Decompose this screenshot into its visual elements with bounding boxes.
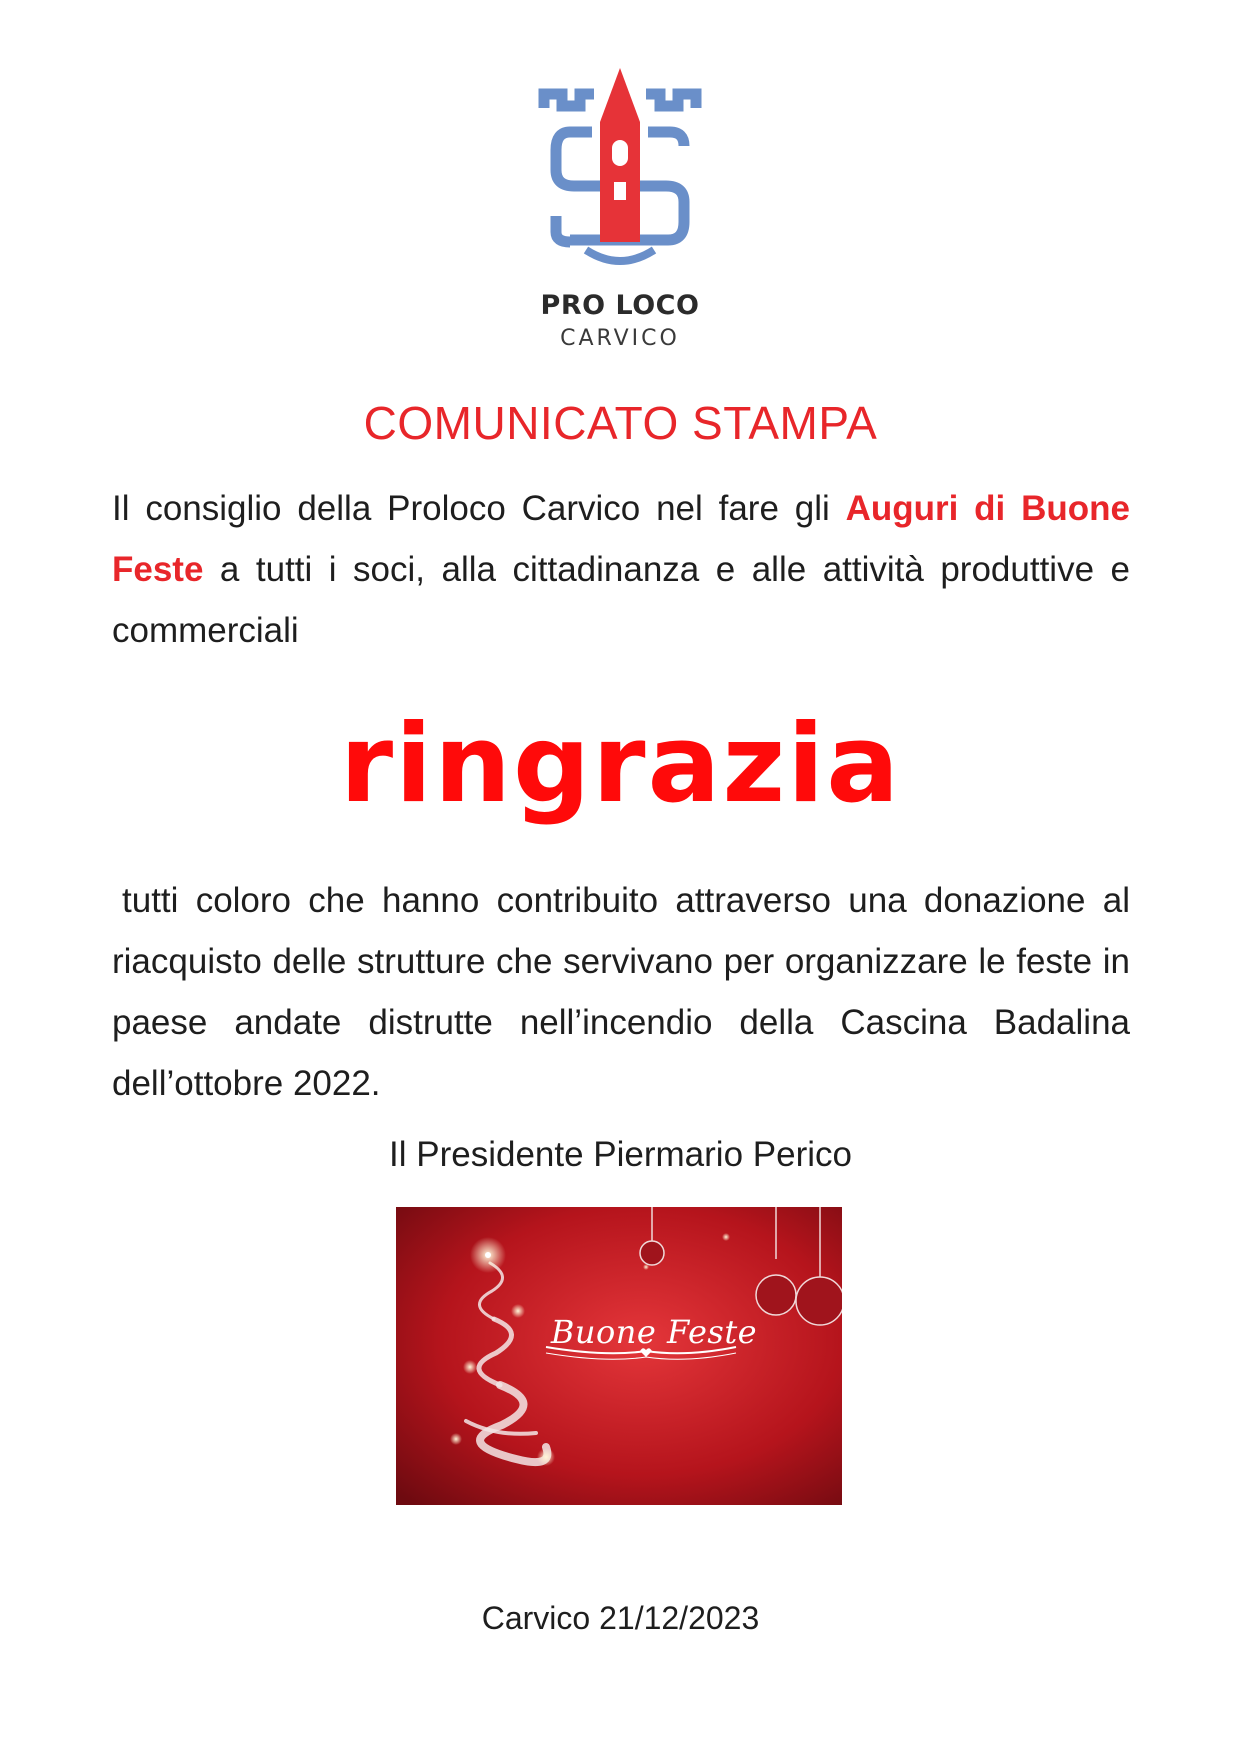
- card-greeting-text: Buone Feste: [550, 1313, 758, 1351]
- christmas-greeting-image: [396, 1207, 842, 1505]
- thanks-headline: ringrazia: [339, 702, 902, 827]
- pro-loco-logo: [530, 60, 710, 365]
- president-signature: Il Presidente Piermario Perico: [389, 1135, 852, 1174]
- greeting-highlight: Auguri di Buone Feste: [112, 489, 1130, 589]
- pro-loco-emblem-icon: [530, 60, 710, 285]
- document-date: Carvico 21/12/2023: [481, 1600, 760, 1636]
- thanks-paragraph: tutti coloro che hanno contribuito attraverso una donazione al riacquisto delle strutture che servivano per organizzare le feste in paese andate distrutte nell’incendio della Cascina Badalina dell’ottobre 2022.: [112, 881, 1130, 1103]
- christmas-tree-icon: [396, 1207, 842, 1505]
- logo-town: CARVICO: [560, 326, 680, 351]
- intro-paragraph: [112, 478, 1130, 661]
- logo-name: PRO LOCO: [540, 290, 700, 321]
- intro-text-after: a tutti i soci, alla cittadinanza e alle attività produttive e commerciali: [112, 550, 1130, 650]
- intro-text-before: Il consiglio della Proloco Carvico nel fare gli: [112, 489, 846, 528]
- page-title: COMUNICATO STAMPA: [363, 397, 878, 449]
